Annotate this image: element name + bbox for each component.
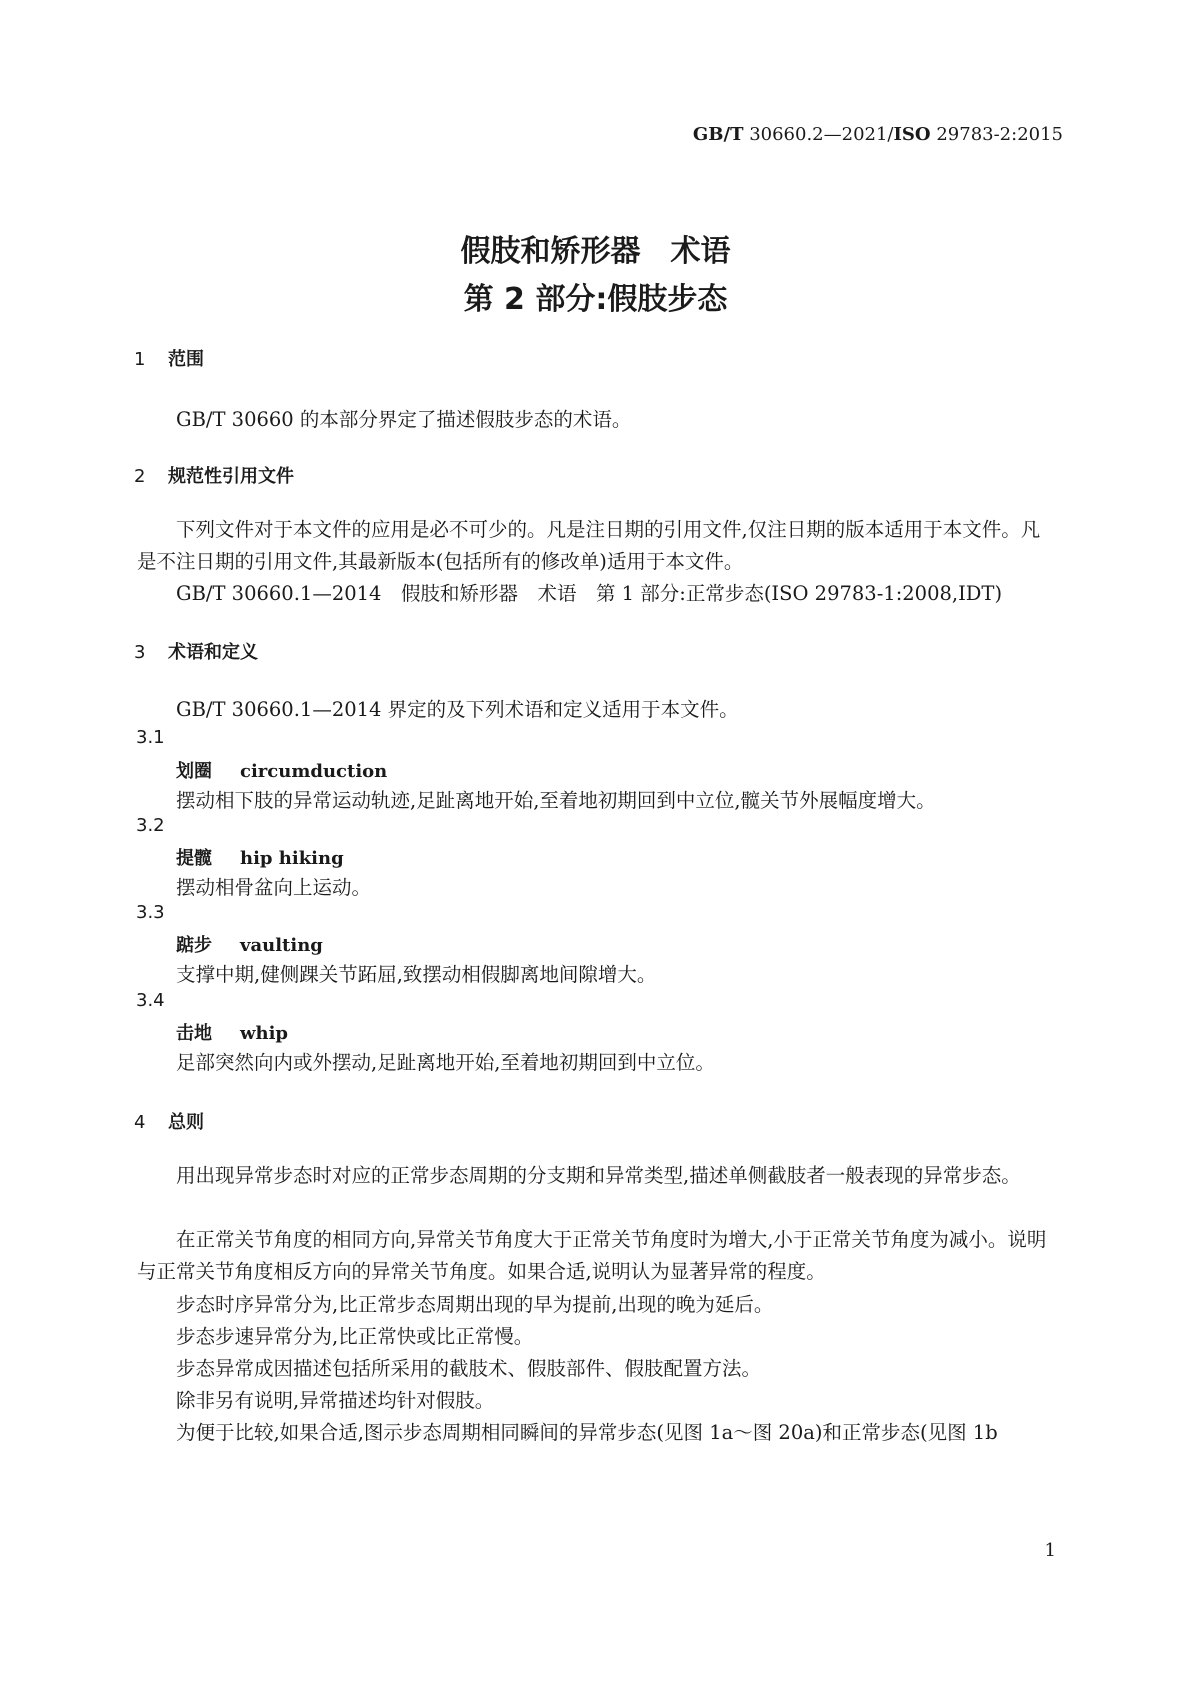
term-english: whip bbox=[240, 1023, 289, 1044]
section-number: 1 bbox=[134, 349, 146, 370]
section-title: 规范性引用文件 bbox=[168, 466, 294, 487]
reference-entry: GB/T 30660.1—2014 假肢和矫形器 术语 第 1 部分:正常步态(ISO 29783-1:2008,IDT) bbox=[176, 582, 1003, 605]
section-heading-normative-references bbox=[134, 462, 294, 488]
page-number: 1 bbox=[1044, 1540, 1056, 1561]
general-paragraph: 为便于比较,如果合适,图示步态周期相同瞬间的异常步态(见图 1a～图 20a)和正常步态(见图 1b bbox=[176, 1421, 998, 1444]
standard-number-header bbox=[693, 124, 1063, 145]
iso-number: 29783-2:2015 bbox=[930, 124, 1063, 145]
section-number: 4 bbox=[134, 1112, 146, 1133]
term-chinese: 划圈 bbox=[176, 761, 212, 782]
section-title: 术语和定义 bbox=[168, 642, 258, 663]
section-number: 3 bbox=[134, 642, 146, 663]
term-number: 3.1 bbox=[136, 727, 165, 748]
term-english: vaulting bbox=[240, 935, 323, 956]
term-entry bbox=[176, 931, 323, 957]
section-title: 总则 bbox=[168, 1112, 204, 1133]
term-number: 3.2 bbox=[136, 815, 165, 836]
standard-prefix: GB/T bbox=[692, 124, 744, 145]
term-number: 3.4 bbox=[136, 990, 165, 1011]
section-heading-general bbox=[134, 1108, 204, 1134]
standard-number: 30660.2—2021/ bbox=[743, 124, 894, 145]
term-number: 3.3 bbox=[136, 902, 165, 923]
term-english: circumduction bbox=[240, 761, 388, 782]
document-title: 假肢和矫形器 术语 bbox=[460, 234, 731, 269]
scope-paragraph: GB/T 30660 的本部分界定了描述假肢步态的术语。 bbox=[176, 408, 632, 431]
term-definition: 摆动相骨盆向上运动。 bbox=[176, 876, 372, 899]
section-heading-scope bbox=[134, 345, 204, 371]
term-chinese: 击地 bbox=[176, 1023, 212, 1044]
general-paragraph: 步态步速异常分为,比正常快或比正常慢。 bbox=[176, 1325, 534, 1348]
document-subtitle: 第 2 部分:假肢步态 bbox=[463, 282, 728, 317]
general-paragraph: 除非另有说明,异常描述均针对假肢。 bbox=[176, 1389, 495, 1412]
general-paragraph: 步态时序异常分为,比正常步态周期出现的早为提前,出现的晚为延后。 bbox=[176, 1293, 774, 1316]
general-paragraph: 步态异常成因描述包括所采用的截肢术、假肢部件、假肢配置方法。 bbox=[176, 1357, 762, 1380]
section-heading-terms-definitions bbox=[134, 638, 258, 664]
term-definition: 足部突然向内或外摆动,足趾离地开始,至着地初期回到中立位。 bbox=[176, 1051, 715, 1074]
normative-references-paragraph bbox=[137, 514, 1055, 578]
term-entry bbox=[176, 757, 387, 783]
terms-intro-paragraph: GB/T 30660.1—2014 界定的及下列术语和定义适用于本文件。 bbox=[176, 698, 739, 721]
term-definition: 支撑中期,健侧踝关节跖屈,致摆动相假脚离地间隙增大。 bbox=[176, 963, 657, 986]
general-paragraph bbox=[137, 1160, 1055, 1192]
paragraph-text: 下列文件对于本文件的应用是必不可少的。凡是注日期的引用文件,仅注日期的版本适用于本文件。凡是不注日期的引用文件,其最新版本(包括所有的修改单)适用于本文件。 bbox=[137, 518, 1041, 573]
term-definition: 摆动相下肢的异常运动轨迹,足趾离地开始,至着地初期回到中立位,髋关节外展幅度增大。 bbox=[176, 789, 936, 812]
section-title: 范围 bbox=[168, 349, 204, 370]
term-english: hip hiking bbox=[240, 848, 344, 869]
term-entry bbox=[176, 1019, 288, 1045]
paragraph-text: 在正常关节角度的相同方向,异常关节角度大于正常关节角度时为增大,小于正常关节角度为减小。说明与正常关节角度相反方向的异常关节角度。如果合适,说明认为显著异常的程度。 bbox=[137, 1228, 1047, 1283]
paragraph-text: 用出现异常步态时对应的正常步态周期的分支期和异常类型,描述单侧截肢者一般表现的异常步态。 bbox=[176, 1164, 1021, 1187]
term-entry bbox=[176, 844, 344, 870]
iso-prefix: ISO bbox=[893, 124, 931, 145]
term-chinese: 提髋 bbox=[176, 848, 212, 869]
general-paragraph bbox=[137, 1224, 1055, 1288]
section-number: 2 bbox=[134, 466, 146, 487]
term-chinese: 踮步 bbox=[176, 935, 212, 956]
